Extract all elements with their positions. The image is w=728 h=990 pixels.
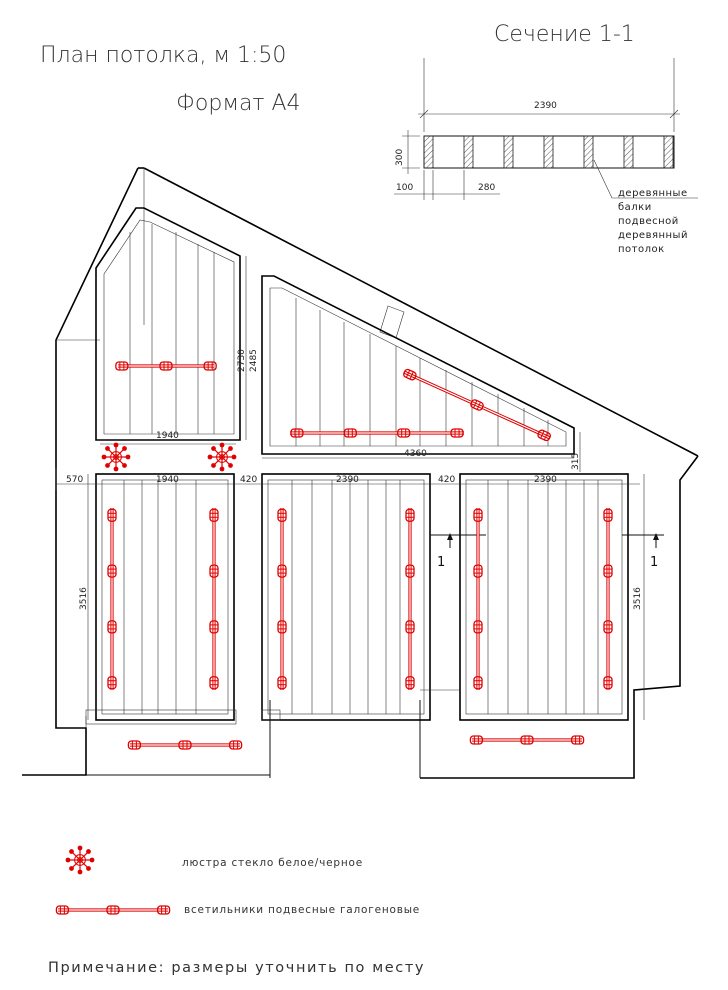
spotlight-track xyxy=(278,508,286,690)
legend xyxy=(56,846,420,916)
spotlight-track xyxy=(108,508,116,690)
spotlight-icon xyxy=(56,906,169,914)
panel-height-right: 3516 xyxy=(633,587,643,610)
section-beams xyxy=(424,136,673,168)
section-1-1 xyxy=(394,58,698,255)
section-callout-5: потолок xyxy=(618,244,665,255)
gap-420b-label: 420 xyxy=(438,475,456,485)
lighting-fixtures xyxy=(102,362,612,749)
legend-chandelier-label: люстра стекло белое/черное xyxy=(182,857,363,869)
lower-panel-3 xyxy=(460,474,628,720)
gap-420a-label: 420 xyxy=(240,475,258,485)
right-triangle-room xyxy=(262,276,581,472)
spotlight-track xyxy=(406,508,414,690)
spotlight-track xyxy=(116,362,216,370)
panel1-width-label: 1940 xyxy=(156,475,179,485)
format-label: Формат А4 xyxy=(176,91,301,116)
panel2-width-label: 2390 xyxy=(336,475,359,485)
section-spacing-label: 280 xyxy=(478,183,496,193)
gap-570-label: 570 xyxy=(66,475,84,485)
plan-title: План потолка, м 1:50 xyxy=(40,43,287,68)
section-title: Сечение 1-1 xyxy=(494,22,635,47)
section-callout-1: деревянные xyxy=(618,188,688,199)
lower-panel-2 xyxy=(262,474,430,720)
section-cut-marks xyxy=(430,533,664,570)
left-room-height-a: 2730 xyxy=(237,349,247,372)
right-room-beams xyxy=(296,298,548,446)
left-room-width-label: 1940 xyxy=(156,431,179,441)
spotlight-track xyxy=(604,508,612,690)
section-callout-3: подвесной xyxy=(618,216,679,227)
panel3-width-label: 2390 xyxy=(534,475,557,485)
chandelier-icon xyxy=(66,846,95,875)
section-callout-4: деревянный xyxy=(618,230,688,241)
spotlight-track xyxy=(56,906,169,914)
legend-spotlight-label: всетильники подвесные галогеновые xyxy=(184,904,421,916)
right-room-width-label: 4360 xyxy=(404,449,427,459)
left-bay-beams xyxy=(130,224,214,434)
footnote: Примечание: размеры уточнить по месту xyxy=(48,960,426,976)
spotlight-track xyxy=(290,429,464,437)
chandelier xyxy=(102,443,131,472)
spotlight-track xyxy=(470,736,583,744)
spotlight-track xyxy=(128,741,241,749)
building-outline xyxy=(22,168,698,778)
panel-height-left: 3516 xyxy=(79,587,89,610)
left-bay-room xyxy=(96,208,259,444)
left-room-height-b: 2485 xyxy=(249,349,259,372)
spotlight-track xyxy=(210,508,218,690)
section-edge-label: 100 xyxy=(396,183,414,193)
chandelier xyxy=(208,443,237,472)
offset-315-label: 315 xyxy=(571,452,581,470)
section-width-label: 2390 xyxy=(534,101,557,111)
chandelier xyxy=(66,846,95,875)
section-height-label: 300 xyxy=(395,148,405,166)
cut-mark-right: 1 xyxy=(650,555,659,570)
cut-mark-left: 1 xyxy=(437,555,446,570)
section-callout-2: балки xyxy=(618,202,652,213)
